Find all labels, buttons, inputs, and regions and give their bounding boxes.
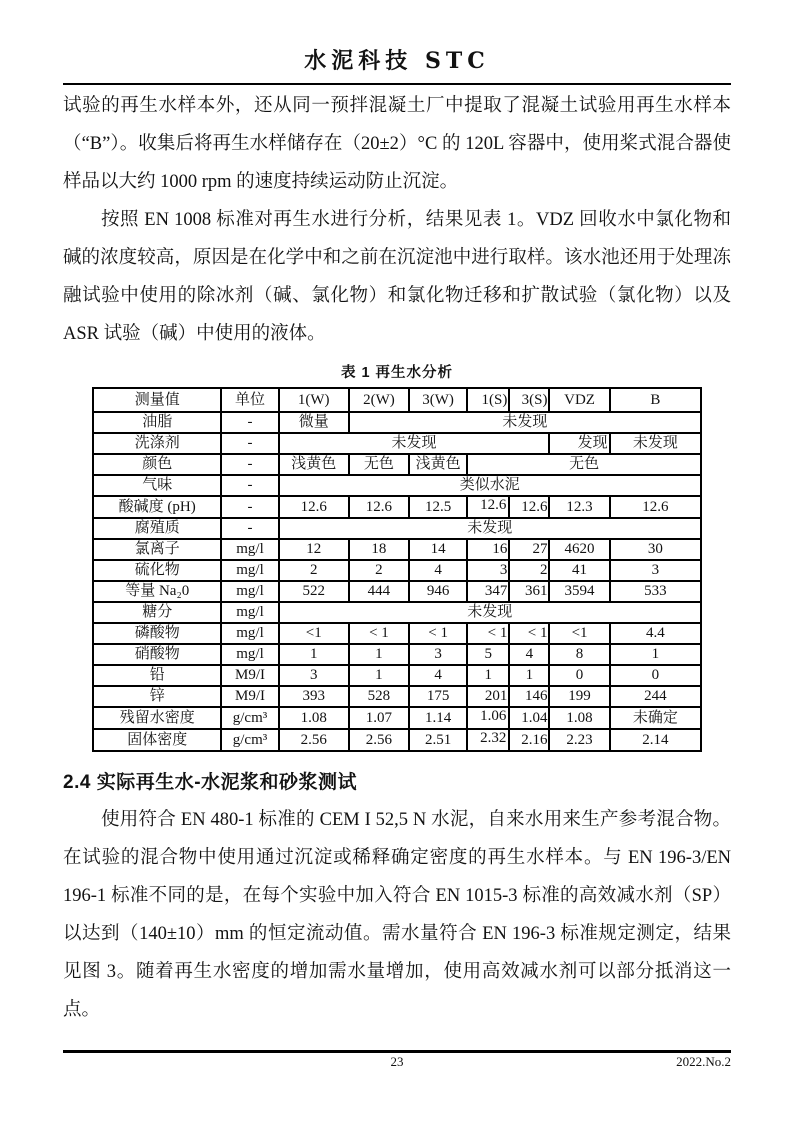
table-cell: 12.3 <box>549 496 609 518</box>
table-cell: 2.56 <box>279 729 349 751</box>
table-cell: 浅黄色 <box>279 454 349 475</box>
table-cell: 发现 <box>549 433 609 454</box>
table-cell: - <box>221 518 278 539</box>
table-cell: 1.08 <box>279 707 349 729</box>
table-cell: 未发现 <box>279 433 550 454</box>
table-cell: 27 <box>509 539 549 560</box>
table-row <box>93 518 701 539</box>
table-cell: 5 <box>467 644 509 665</box>
column-header: VDZ <box>549 388 609 412</box>
table-cell: mg/l <box>221 644 278 665</box>
table-cell: 3 <box>467 560 509 581</box>
page-number: 23 <box>390 1054 404 1069</box>
table-cell: - <box>221 475 278 496</box>
table-cell: 1 <box>509 665 549 686</box>
table-cell: 12.6 <box>509 496 549 518</box>
table-cell: 12.5 <box>409 496 467 518</box>
table-cell: 1.06 <box>467 707 509 729</box>
table-cell: 1 <box>349 644 409 665</box>
table-header-row <box>93 388 701 412</box>
table-cell: - <box>221 433 278 454</box>
table-cell: 12.6 <box>349 496 409 518</box>
table-cell: - <box>221 412 278 433</box>
column-header: B <box>610 388 701 412</box>
table-cell: 41 <box>549 560 609 581</box>
table-cell: < 1 <box>349 623 409 644</box>
table-cell: < 1 <box>509 623 549 644</box>
table-cell: 铅 <box>93 665 221 686</box>
table-cell: 类似水泥 <box>279 475 701 496</box>
table-cell: 16 <box>467 539 509 560</box>
table-cell: 3 <box>279 665 349 686</box>
table-cell: 12 <box>279 539 349 560</box>
table-cell: mg/l <box>221 539 278 560</box>
table-cell: 微量 <box>279 412 349 433</box>
table-cell: g/cm³ <box>221 707 278 729</box>
table-cell: 磷酸物 <box>93 623 221 644</box>
table-cell: 1 <box>279 644 349 665</box>
column-header: 1(W) <box>279 388 349 412</box>
table-cell: 2.32 <box>467 729 509 751</box>
table-cell: mg/l <box>221 560 278 581</box>
table-row <box>93 475 701 496</box>
table-row <box>93 644 701 665</box>
table-row <box>93 665 701 686</box>
table-cell: - <box>221 496 278 518</box>
table-cell: 244 <box>610 686 701 707</box>
table-row <box>93 454 701 475</box>
issue-label: 2022.No.2 <box>676 1054 731 1069</box>
table-cell: <1 <box>279 623 349 644</box>
table-cell: 4 <box>409 665 467 686</box>
table-cell: 3 <box>409 644 467 665</box>
table-cell: 固体密度 <box>93 729 221 751</box>
table-cell: 1 <box>467 665 509 686</box>
table-cell: <1 <box>549 623 609 644</box>
column-header: 1(S) <box>467 388 509 412</box>
table-cell: 522 <box>279 581 349 602</box>
table-row <box>93 433 701 454</box>
footer-divider <box>63 1050 731 1053</box>
table-cell: 2.23 <box>549 729 609 751</box>
table-caption: 表 1 再生水分析 <box>340 365 454 381</box>
table-cell: < 1 <box>467 623 509 644</box>
table-cell: < 1 <box>409 623 467 644</box>
table-cell: 1.08 <box>549 707 609 729</box>
table-cell: 1.07 <box>349 707 409 729</box>
table-cell: 油脂 <box>93 412 221 433</box>
table-cell: 糖分 <box>93 602 221 623</box>
table-cell: 12.6 <box>279 496 349 518</box>
table-cell: 393 <box>279 686 349 707</box>
paragraph: 按照 EN 1008 标准对再生水进行分析，结果见表 1。VDZ 回收水中氯化物和碱的浓度较高，原因是在化学中和之前在沉淀池中进行取样。该水池还用于处理冻融试验中使用的除冰剂（碱、氯化物）和氯化物迁移和扩散试验（氯化物）以及 ASR 试验（碱）中使用的液体。 <box>63 210 731 344</box>
table-cell: mg/l <box>221 623 278 644</box>
column-header: 2(W) <box>349 388 409 412</box>
table-cell: 2.16 <box>509 729 549 751</box>
table-cell: 2.14 <box>610 729 701 751</box>
table-cell: 0 <box>549 665 609 686</box>
table-cell: 硝酸物 <box>93 644 221 665</box>
table-cell: g/cm³ <box>221 729 278 751</box>
column-header: 3(W) <box>409 388 467 412</box>
table-cell: 等量 Na₂0 <box>93 581 221 602</box>
page-content <box>63 44 731 1029</box>
journal-title: 水泥科技 STC <box>304 48 490 74</box>
section-heading: 2.4 实际再生水-水泥浆和砂浆测试 <box>63 772 358 793</box>
page-footer <box>63 1050 731 1074</box>
table-cell: 201 <box>467 686 509 707</box>
table-cell: 气味 <box>93 475 221 496</box>
table-row <box>93 539 701 560</box>
table-cell: 12.6 <box>467 496 509 518</box>
table-cell: 347 <box>467 581 509 602</box>
table-cell: 3 <box>610 560 701 581</box>
table-cell: 4 <box>509 644 549 665</box>
table-cell: 3594 <box>549 581 609 602</box>
table-row <box>93 602 701 623</box>
table-cell: 444 <box>349 581 409 602</box>
table-cell: 8 <box>549 644 609 665</box>
table-cell: M9/I <box>221 665 278 686</box>
table-cell: 0 <box>610 665 701 686</box>
table-cell: mg/l <box>221 602 278 623</box>
table-cell: 未确定 <box>610 707 701 729</box>
table-cell: 175 <box>409 686 467 707</box>
table-cell: 146 <box>509 686 549 707</box>
table-row <box>93 412 701 433</box>
table-cell: 1 <box>349 665 409 686</box>
paragraph: 试验的再生水样本外，还从同一预拌混凝土厂中提取了混凝土试验用再生水样本（“B”）。收集后将再生水样储存在（20±2）°C 的 120L 容器中，使用桨式混合器使样品以大约 1000 rpm 的速度持续运动防止沉淀。 <box>63 96 731 192</box>
table-row <box>93 560 701 581</box>
table-cell: 2 <box>279 560 349 581</box>
table-cell: 残留水密度 <box>93 707 221 729</box>
table-cell: 4.4 <box>610 623 701 644</box>
table-cell: 1.14 <box>409 707 467 729</box>
table-cell: 未发现 <box>279 602 701 623</box>
table-row <box>93 623 701 644</box>
table-cell: 腐殖质 <box>93 518 221 539</box>
table-cell: M9/I <box>221 686 278 707</box>
header-divider <box>63 83 731 85</box>
table-cell: 氯离子 <box>93 539 221 560</box>
table-cell: 1 <box>610 644 701 665</box>
table-cell: 1.04 <box>509 707 549 729</box>
analysis-table <box>92 387 702 752</box>
table-cell: 14 <box>409 539 467 560</box>
table-row <box>93 729 701 751</box>
paragraph: 使用符合 EN 480-1 标准的 CEM I 52,5 N 水泥，自来水用来生产参考混合物。在试验的混合物中使用通过沉淀或稀释确定密度的再生水样本。与 EN 196-3/EN 196-1 标准不同的是，在每个实验中加入符合 EN 1015-3 标准的高效减水剂（SP）以达到（140±10）mm 的恒定流动值。需水量符合 EN 196-3 标准规定测定，结果见图 3。随着再生水密度的增加需水量增加，使用高效减水剂可以部分抵消这一点。 <box>63 810 731 1020</box>
table-cell: 2 <box>509 560 549 581</box>
column-header: 测量值 <box>93 388 221 412</box>
table-cell: 361 <box>509 581 549 602</box>
table-cell: 18 <box>349 539 409 560</box>
table-cell: 未发现 <box>610 433 701 454</box>
table-row <box>93 686 701 707</box>
table-cell: 硫化物 <box>93 560 221 581</box>
table-cell: 浅黄色 <box>409 454 467 475</box>
table-row <box>93 707 701 729</box>
table-cell: 528 <box>349 686 409 707</box>
table-cell: 4 <box>409 560 467 581</box>
table-cell: 未发现 <box>349 412 701 433</box>
table-cell: 洗涤剂 <box>93 433 221 454</box>
table-cell: 199 <box>549 686 609 707</box>
table-cell: 颜色 <box>93 454 221 475</box>
table-cell: 533 <box>610 581 701 602</box>
footer-text <box>63 1054 731 1074</box>
table-cell: 946 <box>409 581 467 602</box>
table-cell: 酸碱度 (pH) <box>93 496 221 518</box>
table-cell: 未发现 <box>279 518 701 539</box>
column-header: 单位 <box>221 388 278 412</box>
table-cell: 30 <box>610 539 701 560</box>
table-cell: 12.6 <box>610 496 701 518</box>
table-cell: 2.56 <box>349 729 409 751</box>
column-header: 3(S) <box>509 388 549 412</box>
table-cell: 锌 <box>93 686 221 707</box>
table-row <box>93 581 701 602</box>
table-cell: - <box>221 454 278 475</box>
table-row <box>93 496 701 518</box>
table-cell: 无色 <box>467 454 701 475</box>
table-cell: 2.51 <box>409 729 467 751</box>
table-cell: 2 <box>349 560 409 581</box>
table-cell: 无色 <box>349 454 409 475</box>
table-cell: 4620 <box>549 539 609 560</box>
table-cell: mg/l <box>221 581 278 602</box>
